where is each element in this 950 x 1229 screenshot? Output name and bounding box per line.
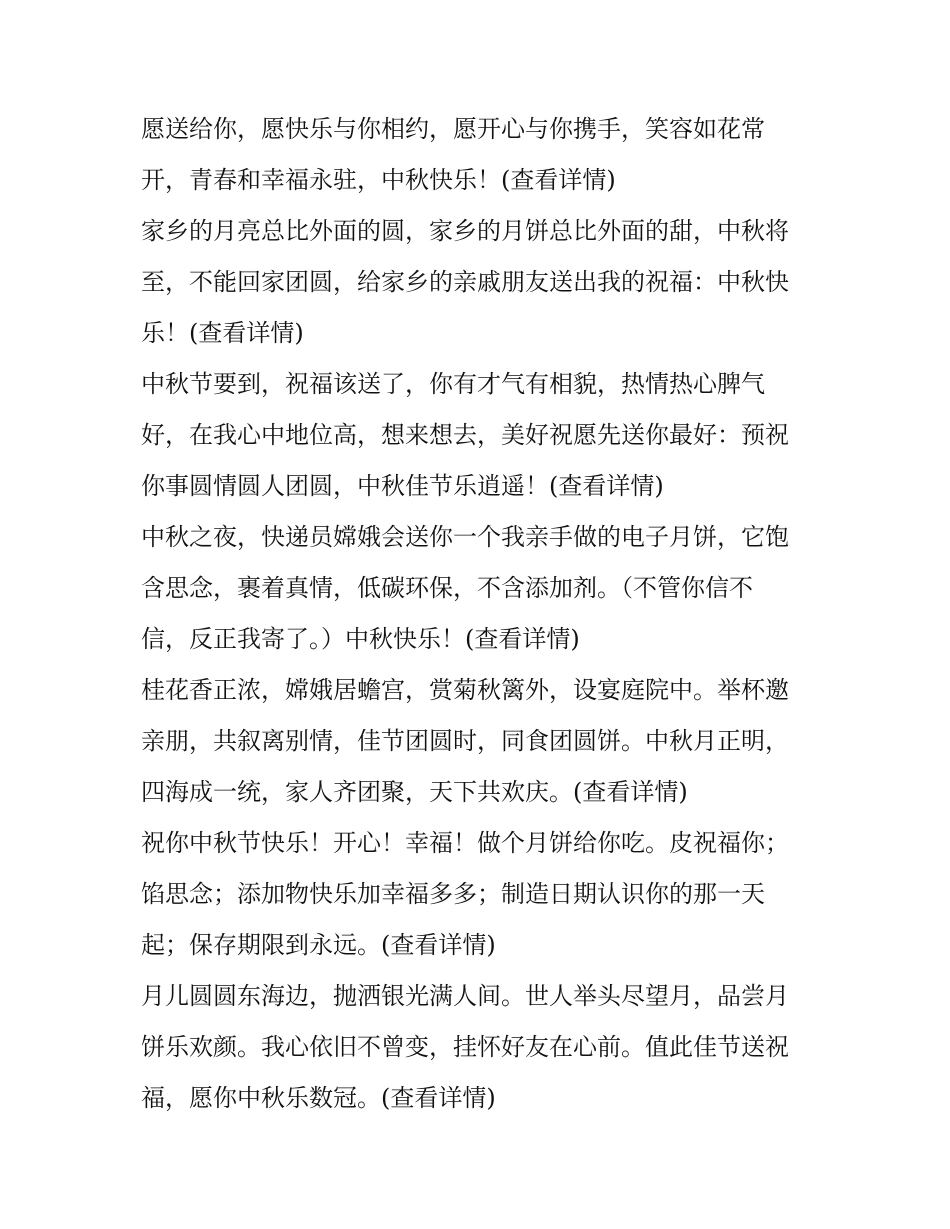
paragraph-line: 亲朋，共叙离别情，佳节团圆时，同食团圆饼。中秋月正明，	[141, 727, 789, 755]
paragraph-line: 乐！	[141, 319, 189, 347]
paragraph-line: 福，愿你中秋乐数冠。	[141, 1084, 381, 1112]
paragraph-line: 祝你中秋节快乐！开心！幸福！做个月饼给你吃。皮祝福你；	[141, 829, 789, 857]
paragraph-line: 中秋之夜，快递员嫦娥会送你一个我亲手做的电子月饼，它饱	[141, 523, 789, 551]
paragraph-line: 饼乐欢颜。我心依旧不曾变，挂怀好友在心前。值此佳节送祝	[141, 1033, 789, 1061]
paragraph-line: 中秋节要到，祝福该送了，你有才气有相貌，热情热心脾气	[141, 370, 765, 398]
paragraph	[141, 104, 813, 206]
paragraph-line: 愿送给你，愿快乐与你相约，愿开心与你携手，笑容如花常	[141, 115, 765, 143]
paragraph-line: 家乡的月亮总比外面的圆，家乡的月饼总比外面的甜，中秋将	[141, 217, 789, 245]
view-details-link[interactable]: (查看详情)	[573, 778, 688, 806]
paragraph-line: 信，反正我寄了。）中秋快乐！	[141, 625, 465, 653]
paragraph-line: 馅思念；添加物快乐加幸福多多；制造日期认识你的那一天	[141, 880, 765, 908]
paragraph-line: 四海成一统，家人齐团聚，天下共欢庆。	[141, 778, 573, 806]
paragraph-line: 起；保存期限到永远。	[141, 931, 381, 959]
paragraph-line: 桂花香正浓，嫦娥居蟾宫，赏菊秋篱外，设宴庭院中。举杯邀	[141, 676, 789, 704]
paragraph-line: 开，青春和幸福永驻，中秋快乐！	[141, 166, 501, 194]
paragraph-line: 含思念，裹着真情，低碳环保，不含添加剂。（不管你信不	[141, 574, 753, 602]
paragraph-line: 好，在我心中地位高，想来想去，美好祝愿先送你最好：预祝	[141, 421, 789, 449]
view-details-link[interactable]: (查看详情)	[189, 319, 304, 347]
paragraph	[141, 206, 813, 359]
paragraph-line: 月儿圆圆东海边，抛洒银光满人间。世人举头尽望月，品尝月	[141, 982, 789, 1010]
document-body	[141, 104, 813, 1124]
view-details-link[interactable]: (查看详情)	[549, 472, 664, 500]
paragraph	[141, 665, 813, 818]
view-details-link[interactable]: (查看详情)	[465, 625, 580, 653]
paragraph-line: 至，不能回家团圆，给家乡的亲戚朋友送出我的祝福：中秋快	[141, 268, 789, 296]
paragraph-line: 你事圆情圆人团圆，中秋佳节乐逍遥！	[141, 472, 549, 500]
paragraph	[141, 971, 813, 1124]
view-details-link[interactable]: (查看详情)	[381, 931, 496, 959]
view-details-link[interactable]: (查看详情)	[501, 166, 616, 194]
paragraph	[141, 359, 813, 512]
paragraph	[141, 512, 813, 665]
view-details-link[interactable]: (查看详情)	[381, 1084, 496, 1112]
paragraph	[141, 818, 813, 971]
